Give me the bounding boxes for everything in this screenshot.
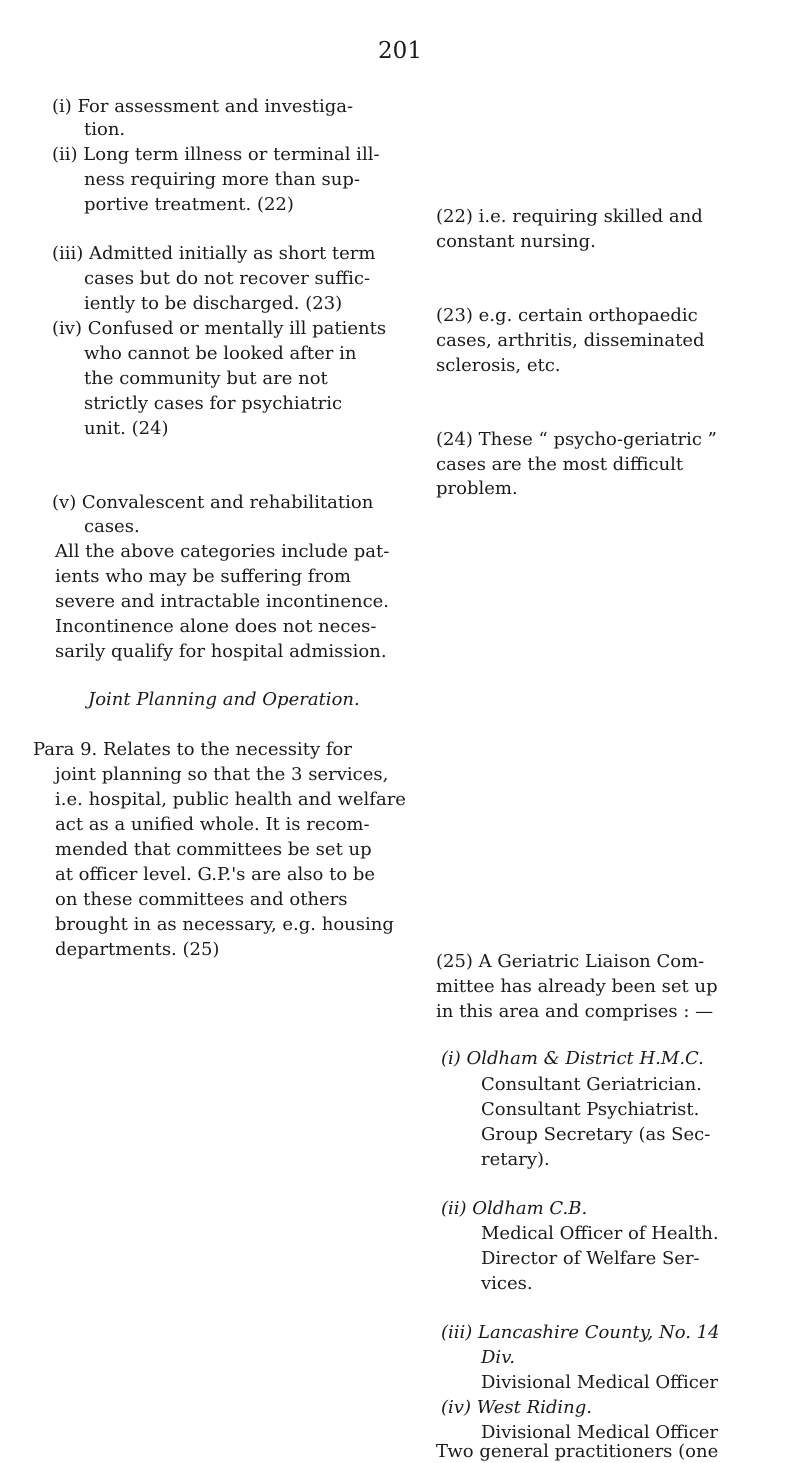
list-item: vices.: [481, 1273, 533, 1294]
footnote-line: problem.: [436, 478, 518, 499]
text-line: (ii) Long term illness or terminal ill-: [52, 144, 380, 165]
footnote-line: (23) e.g. certain orthopaedic: [436, 305, 698, 326]
list-item: Divisional Medical Officer: [481, 1372, 719, 1393]
list-item: Divisional Medical Officer: [481, 1422, 719, 1443]
text-line: at officer level. G.P.'s are also to be: [55, 864, 376, 885]
text-line: (v) Convalescent and rehabilitation: [52, 492, 374, 513]
footnote-line: cases are the most difficult: [436, 454, 684, 475]
list-item: Group Secretary (as Sec-: [481, 1124, 711, 1145]
text-line: the community but are not: [84, 368, 328, 389]
text-line: on these committees and others: [55, 889, 348, 910]
text-line: cases but do not recover suffic-: [84, 268, 371, 289]
text-line: portive treatment. (22): [84, 194, 294, 215]
text-line: brought in as necessary, e.g. housing: [55, 914, 394, 935]
footnote-line: (22) i.e. requiring skilled and: [436, 206, 703, 227]
list-item: Consultant Geriatrician.: [481, 1074, 702, 1095]
text-line: Para 9. Relates to the necessity for: [33, 739, 352, 760]
text-line: (i) For assessment and investiga-: [52, 96, 354, 117]
footnote-line: constant nursing.: [436, 231, 596, 252]
text-line: iently to be discharged. (23): [84, 293, 343, 314]
list-item: retary).: [481, 1149, 550, 1170]
list-item: Director of Welfare Ser-: [481, 1248, 700, 1269]
text-line: who cannot be looked after in: [84, 343, 357, 364]
list-heading: (ii) Oldham C.B.: [441, 1198, 588, 1219]
text-line: ients who may be suffering from: [55, 566, 351, 587]
text-line: sarily qualify for hospital admission.: [55, 641, 387, 662]
section-heading: Joint Planning and Operation.: [88, 689, 360, 710]
text-line: (iii) Admitted initially as short term: [52, 243, 376, 264]
text-line: strictly cases for psychiatric: [84, 393, 343, 414]
text-line: severe and intractable incontinence.: [55, 591, 390, 612]
footnote-line: (25) A Geriatric Liaison Com-: [436, 951, 705, 972]
text-line: Incontinence alone does not neces-: [55, 616, 377, 637]
list-item: Two general practitioners (one: [436, 1441, 719, 1462]
text-line: (iv) Confused or mentally ill patients: [52, 318, 387, 339]
footnote-line: (24) These “ psycho-geriatric ”: [436, 429, 717, 450]
footnote-line: mittee has already been set up: [436, 976, 718, 997]
text-line: joint planning so that the 3 services,: [55, 764, 389, 785]
list-heading: (iii) Lancashire County, No. 14: [441, 1322, 720, 1343]
text-line: All the above categories include pat-: [55, 541, 390, 562]
list-heading: (iv) West Riding.: [441, 1397, 592, 1418]
list-heading: (i) Oldham & District H.M.C.: [441, 1048, 704, 1069]
footnote-line: in this area and comprises : —: [436, 1001, 714, 1022]
text-line: unit. (24): [84, 418, 169, 439]
footnote-line: cases, arthritis, disseminated: [436, 330, 705, 351]
text-line: ness requiring more than sup-: [84, 169, 360, 190]
footnote-line: sclerosis, etc.: [436, 355, 561, 376]
page-number: 201: [378, 38, 422, 64]
text-line: cases.: [84, 516, 140, 537]
list-heading: Div.: [481, 1347, 515, 1368]
text-line: tion.: [84, 119, 126, 140]
text-line: act as a unified whole. It is recom-: [55, 814, 370, 835]
text-line: mended that committees be set up: [55, 839, 372, 860]
text-line: i.e. hospital, public health and welfare: [55, 789, 406, 810]
list-item: Medical Officer of Health.: [481, 1223, 719, 1244]
list-item: Consultant Psychiatrist.: [481, 1099, 700, 1120]
text-line: departments. (25): [55, 939, 220, 960]
